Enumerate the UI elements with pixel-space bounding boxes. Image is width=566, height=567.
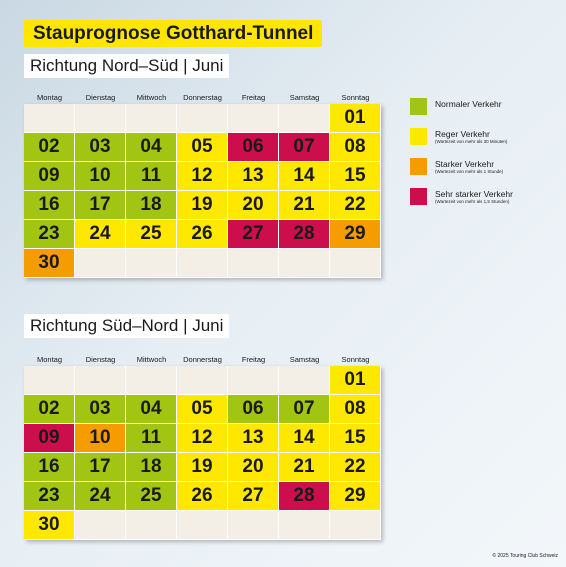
weekday-label: Montag bbox=[36, 355, 63, 364]
day-cell: 19 bbox=[177, 191, 228, 220]
weekday-label: Sonntag bbox=[341, 93, 370, 102]
day-cell: 09 bbox=[24, 162, 75, 191]
day-cell: 07 bbox=[279, 395, 330, 424]
empty-day-cell bbox=[177, 249, 228, 278]
legend-swatch bbox=[410, 128, 427, 145]
day-cell: 16 bbox=[24, 191, 75, 220]
calendar-nord-sued bbox=[24, 91, 381, 278]
day-cell: 03 bbox=[75, 395, 126, 424]
empty-day-cell bbox=[279, 104, 330, 133]
legend-label: Normaler Verkehr bbox=[435, 99, 502, 109]
day-cell: 04 bbox=[126, 395, 177, 424]
empty-day-cell bbox=[279, 249, 330, 278]
day-cell: 15 bbox=[330, 162, 381, 191]
day-cell: 25 bbox=[126, 482, 177, 511]
day-cell: 05 bbox=[177, 133, 228, 162]
day-cell: 22 bbox=[330, 453, 381, 482]
day-cell: 17 bbox=[75, 191, 126, 220]
day-cell: 30 bbox=[24, 511, 75, 540]
day-cell: 29 bbox=[330, 220, 381, 249]
day-cell: 05 bbox=[177, 395, 228, 424]
empty-day-cell bbox=[228, 249, 279, 278]
legend-swatch bbox=[410, 158, 427, 175]
empty-day-cell bbox=[75, 511, 126, 540]
calendar-nord-sued-subtitle: Richtung Nord–Süd | Juni bbox=[24, 54, 229, 78]
day-cell: 21 bbox=[279, 453, 330, 482]
weekday-label: Samstag bbox=[289, 93, 320, 102]
copyright-notice: © 2025 Touring Club Schweiz bbox=[492, 553, 558, 559]
empty-day-cell bbox=[177, 104, 228, 133]
day-cell: 13 bbox=[228, 162, 279, 191]
day-cell: 22 bbox=[330, 191, 381, 220]
day-cell: 08 bbox=[330, 133, 381, 162]
weekday-header bbox=[24, 353, 381, 366]
legend-label: Starker Verkehr bbox=[435, 159, 495, 169]
day-cell: 21 bbox=[279, 191, 330, 220]
day-cell: 19 bbox=[177, 453, 228, 482]
legend-swatch bbox=[410, 98, 427, 115]
empty-day-cell bbox=[126, 511, 177, 540]
empty-day-cell bbox=[126, 249, 177, 278]
day-cell: 29 bbox=[330, 482, 381, 511]
weekday-label: Mittwoch bbox=[136, 93, 167, 102]
day-cell: 23 bbox=[24, 220, 75, 249]
day-cell: 27 bbox=[228, 482, 279, 511]
day-cell: 23 bbox=[24, 482, 75, 511]
weekday-header bbox=[24, 91, 381, 104]
day-cell: 12 bbox=[177, 162, 228, 191]
empty-day-cell bbox=[279, 511, 330, 540]
legend-note: (Wartezeit von mehr als 1 Stunde) bbox=[435, 169, 504, 174]
empty-day-cell bbox=[177, 366, 228, 395]
day-cell: 28 bbox=[279, 482, 330, 511]
day-cell: 26 bbox=[177, 220, 228, 249]
empty-day-cell bbox=[330, 511, 381, 540]
day-cell: 12 bbox=[177, 424, 228, 453]
empty-day-cell bbox=[228, 366, 279, 395]
legend-swatch bbox=[410, 188, 427, 205]
day-cell: 02 bbox=[24, 133, 75, 162]
day-cell: 13 bbox=[228, 424, 279, 453]
weekday-label: Donnerstag bbox=[183, 93, 222, 102]
weekday-label: Donnerstag bbox=[183, 355, 222, 364]
legend-label: Sehr starker Verkehr bbox=[435, 189, 513, 199]
day-cell: 18 bbox=[126, 453, 177, 482]
weekday-label: Dienstag bbox=[85, 93, 116, 102]
day-cell: 09 bbox=[24, 424, 75, 453]
legend-label: Reger Verkehr bbox=[435, 129, 490, 139]
day-cell: 03 bbox=[75, 133, 126, 162]
day-cell: 27 bbox=[228, 220, 279, 249]
weekday-label: Freitag bbox=[241, 93, 266, 102]
day-cell: 17 bbox=[75, 453, 126, 482]
weekday-label: Montag bbox=[36, 93, 63, 102]
day-cell: 26 bbox=[177, 482, 228, 511]
day-cell: 01 bbox=[330, 104, 381, 133]
day-cell: 20 bbox=[228, 453, 279, 482]
day-cell: 01 bbox=[330, 366, 381, 395]
day-cell: 04 bbox=[126, 133, 177, 162]
day-cell: 15 bbox=[330, 424, 381, 453]
legend-item-reger bbox=[410, 126, 560, 154]
day-cell: 30 bbox=[24, 249, 75, 278]
day-cell: 11 bbox=[126, 424, 177, 453]
empty-day-cell bbox=[126, 366, 177, 395]
day-cell: 16 bbox=[24, 453, 75, 482]
legend-item-sehr-stark bbox=[410, 186, 560, 214]
legend-item-stark bbox=[410, 156, 560, 184]
empty-day-cell bbox=[228, 104, 279, 133]
empty-day-cell bbox=[75, 104, 126, 133]
page-title: Stauprognose Gotthard-Tunnel bbox=[24, 20, 322, 47]
day-cell: 18 bbox=[126, 191, 177, 220]
legend-item-normal bbox=[410, 96, 560, 124]
empty-day-cell bbox=[75, 366, 126, 395]
day-cell: 02 bbox=[24, 395, 75, 424]
day-cell: 10 bbox=[75, 162, 126, 191]
day-cell: 06 bbox=[228, 133, 279, 162]
day-cell: 14 bbox=[279, 162, 330, 191]
weekday-label: Sonntag bbox=[341, 355, 370, 364]
day-cell: 08 bbox=[330, 395, 381, 424]
weekday-label: Dienstag bbox=[85, 355, 116, 364]
empty-day-cell bbox=[126, 104, 177, 133]
legend-note: (Wartezeit von mehr als 30 Minuten) bbox=[435, 139, 508, 144]
weekday-label: Freitag bbox=[241, 355, 266, 364]
empty-day-cell bbox=[75, 249, 126, 278]
calendar-sued-nord bbox=[24, 353, 381, 540]
day-cell: 28 bbox=[279, 220, 330, 249]
empty-day-cell bbox=[279, 366, 330, 395]
day-grid bbox=[24, 104, 381, 278]
day-cell: 20 bbox=[228, 191, 279, 220]
day-cell: 06 bbox=[228, 395, 279, 424]
day-cell: 10 bbox=[75, 424, 126, 453]
day-cell: 07 bbox=[279, 133, 330, 162]
empty-day-cell bbox=[177, 511, 228, 540]
legend-note: (Wartezeit von mehr als 1,5 Stunden) bbox=[435, 199, 510, 204]
day-grid bbox=[24, 366, 381, 540]
empty-day-cell bbox=[330, 249, 381, 278]
empty-day-cell bbox=[228, 511, 279, 540]
empty-day-cell bbox=[24, 104, 75, 133]
day-cell: 24 bbox=[75, 482, 126, 511]
weekday-label: Mittwoch bbox=[136, 355, 167, 364]
day-cell: 11 bbox=[126, 162, 177, 191]
empty-day-cell bbox=[24, 366, 75, 395]
weekday-label: Samstag bbox=[289, 355, 320, 364]
calendar-sued-nord-subtitle: Richtung Süd–Nord | Juni bbox=[24, 314, 229, 338]
day-cell: 24 bbox=[75, 220, 126, 249]
day-cell: 25 bbox=[126, 220, 177, 249]
legend bbox=[410, 96, 560, 216]
day-cell: 14 bbox=[279, 424, 330, 453]
